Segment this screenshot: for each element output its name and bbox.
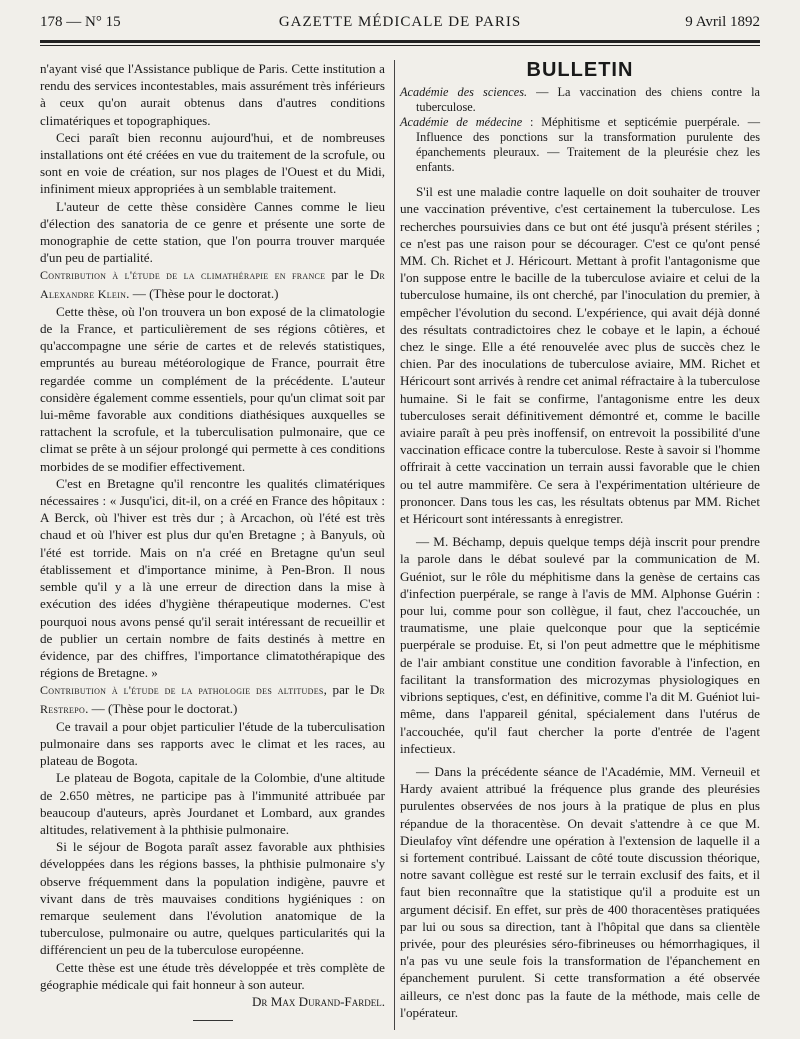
paragraph: n'ayant visé que l'Assistance publique de Paris. Cette institution a rendu des services incontestables, mais assurément très inférieurs à ceux qu'on aurait obtenus dans d'autres conditions climatériques et topographiques. [40,61,385,128]
section-heading [40,681,385,717]
page-number: 178 — N° 15 [40,14,121,30]
heading-by: , par le D [323,682,380,698]
paragraph: Si le séjour de Bogota paraît assez favorable aux phthisies développées dans les régions basses, la phthisie pulmonaire s'y observe fréquemment dans la population indigène, pauvre et vivant dans de très mauvaises conditions hygiéniques : on remarque seulement dans l'évolution anatomique de la tuberculose, pulmonaire ou autre, quelques particularités qui la différencient un peu de la tuberculose européenne. [40,839,385,958]
paragraph: Le plateau de Bogota, capitale de la Colombie, d'une altitude de 2.650 mètres, ne participe pas à l'immunité attribuée par beaucoup d'auteurs, après Jourdanet et Lombard, aux grandes altitudes, relativement à la phthisie pulmonaire. [40,770,385,837]
section-heading [40,266,385,302]
summary-text: — La vaccination des chiens contre la tuberculose. [416,85,760,115]
author-signature: Dr Max Durand-Fardel. [251,993,385,1009]
bulletin-summary [400,85,760,175]
summary-line [400,85,760,115]
header-rule-thin [40,45,760,46]
heading-author: r Alexandre Klein [40,268,385,301]
column-divider [394,60,395,1030]
right-column [400,60,760,1021]
heading-note: . — (Thèse pour le doctorat.) [85,700,238,716]
heading-by: par le D [325,267,380,283]
paragraph: — M. Béchamp, depuis quelque temps déjà inscrit pour prendre la parole dans le débat soulevé par la communication de M. Guéniot, sur le rôle du méphitisme dans la genèse de certains cas d'infection puerpérale, se range à l'avis de MM. Alphonse Guérin : pour lui, comme pour son collègue, il faut, chez l'accouchée, un traumatisme, une plaie quelconque pour que la septicémie puerpérale se produise. Et, si l'on peut admettre que le méphitisme de l'air ambiant constitue une condition favorable à l'infection, en facilitant la transformation des microzymas physiologiques en vibrions septiques, c'est, en définitive, comme l'a dit M. Guéniot lui-même, dans l'appareil génital, spécialement dans l'utérus de l'accouchée, qu'il faut chercher la porte d'entrée de l'agent infectieux. [400,534,760,756]
heading-title: Contribution à l'étude de la climathérapie en france [40,268,326,283]
heading-author: r Restrepo [40,683,386,716]
paragraph: Cette thèse, où l'on trouvera un bon exposé de la climatologie de la France, et particulièrement de ses régions côtières, et qu'accompagne une série de cartes et de relevés statistiques, empruntés au bureau météorologique de France, pourrait être regardée comme un complément de la précédente. L'auteur considère également comme essentiels, pour qu'un climat soit par lui-même favorable aux conditions diathésiques auxquelles se rattachent la scrofule, et la tuberculisation pulmonaire, que ce climat se prête à un séjour prolongé qui permette à ces conditions morbides de se modifier effectivement. [40,303,385,474]
issue-date: 9 Avril 1892 [685,14,760,30]
left-column [40,60,385,1021]
paragraph: Ce travail a pour objet particulier l'étude de la tuberculisation pulmonaire dans ses rapports avec le climat et les races, au plateau de Bogota. [40,718,385,769]
paragraph: — Dans la précédente séance de l'Académie, MM. Verneuil et Hardy avaient attribué la fréquence plus grande des pleurésies purulentes observées de nos jours à la pratique de plus en plus répandue de la thoracentèse. On devait s'attendre à ce que M. Dieulafoy vînt défendre une opération à l'extension de laquelle il a si fortement contribué. Laissant de côté toute discussion théorique, notre savant collègue est resté sur le terrain exclusif des faits, et il faut bien reconnaître que la statistique qu'il a produite est un argument décisif. En effet, sur près de 400 thoracentèses pratiquées par lui ou sous sa direction, tant à l'hôpital que dans sa clientèle privée, pour des pleurésies séro-fibrineuses ou hémorrhagiques, il n'a pas vu une seule fois la transformation de l'épanchement en épanchement purulent. Si cette transformation a été observée ailleurs, ce n'est donc pas la faute de la méthode, mais celle de l'opérateur. [400,763,760,1020]
end-rule [193,1020,233,1021]
heading-title: Contribution à l'étude de la pathologie des altitudes [40,683,324,698]
summary-label: Académie de médecine [400,115,523,130]
paragraph: C'est en Bretagne qu'il rencontre les qualités climatériques nécessaires : « Jusqu'ici, dit-il, on a créé en France des hôpitaux : A Berck, où l'hiver est très dur ; à Arcachon, où l'été est très chaud et où l'hiver est plus dur qu'en Bretagne ; à Banyuls, où l'été est torride. Mais on n'a créé en Bretagne qu'un seul établissement et d'importance minime, à Pen-Bron. Il nous semble qu'il y a là une erreur de direction dans la mise à exécution des idées d'hygiène thérapeutique modernes. C'est pourquoi nous avons pensé qu'il serait intéressant de recueillir et de publier un certain nombre de faits destinés à mettre en évidence, par des chiffres, l'importance climatothérapique des régions de Bretagne. » [40,475,385,681]
summary-text: : Méphitisme et septicémie puerpérale. — Influence des ponctions sur la transformation purulente des épanchements pleuraux. — Traitement de la pleurésie chez les enfants. [416,115,760,175]
paragraph: Cette thèse est une étude très développée et très complète de géographie médicale qui fait honneur à son auteur. [40,959,385,992]
summary-label: Académie des sciences. [400,85,528,100]
paragraph: L'auteur de cette thèse considère Cannes comme le lieu d'élection des sanatoria de ce genre et présente une sorte de monographie de cette station, que l'on pourra trouver marquée d'un peu de partialité. [40,198,385,266]
journal-title: GAZETTE MÉDICALE DE PARIS [278,14,522,30]
header-rule-thick [40,40,760,43]
paragraph: Ceci paraît bien reconnu aujourd'hui, et de nombreuses installations ont été créées en vue du traitement de la scrofule, ou sont en voie de création, sur nos plages de l'Ouest et du Midi, infiniment mieux appropriées à un semblable traitement. [40,129,385,197]
running-header [40,14,760,34]
summary-line [400,115,760,175]
heading-note: . — (Thèse pour le doctorat.) [126,285,279,301]
bulletin-title: BULLETIN [526,59,634,81]
paragraph: S'il est une maladie contre laquelle on doit souhaiter de trouver une vaccination préventive, c'est certainement la tuberculose. Les recherches poursuivies dans ce but ont été jusqu'à présent stériles ; ce n'est pas une raison pour se décourager. C'est ce qu'ont pensé MM. Ch. Richet et J. Héricourt. Mettant à profit l'antagonisme que l'on suppose entre le bacille de la tuberculose aviaire et celui de la tuberculose humaine, ils ont cherché, par l'inoculation du premier, à empêcher l'évolution du second. L'expérience, qui avait déjà donné des résultats contradictoires chez le cobaye et le lapin, a échoué chez le singe. Elle a été renouvelée avec plus de succès chez le chien. Par des inoculations de tuberculose aviaire, MM. Richet et Héricourt sont arrivés à rendre cet animal réfractaire à la tuberculose humaine. Si le fait se confirme, l'antagonisme entre les deux tuberculoses serait définitivement démontré et, comme le bacille aviaire paraît à peu près inoffensif, on entrevoit la possibilité d'une vaccination efficace contre la tuberculose. Reste à savoir si l'homme offrirait à cette vaccination un terrain aussi favorable que le chien ou tel autre mammifère. Ce sera à l'expérimentation ultérieure de prononcer. Dans tous les cas, les résultats obtenus par MM. Richet et Héricourt sont intéressants à enregistrer. [400,184,760,527]
